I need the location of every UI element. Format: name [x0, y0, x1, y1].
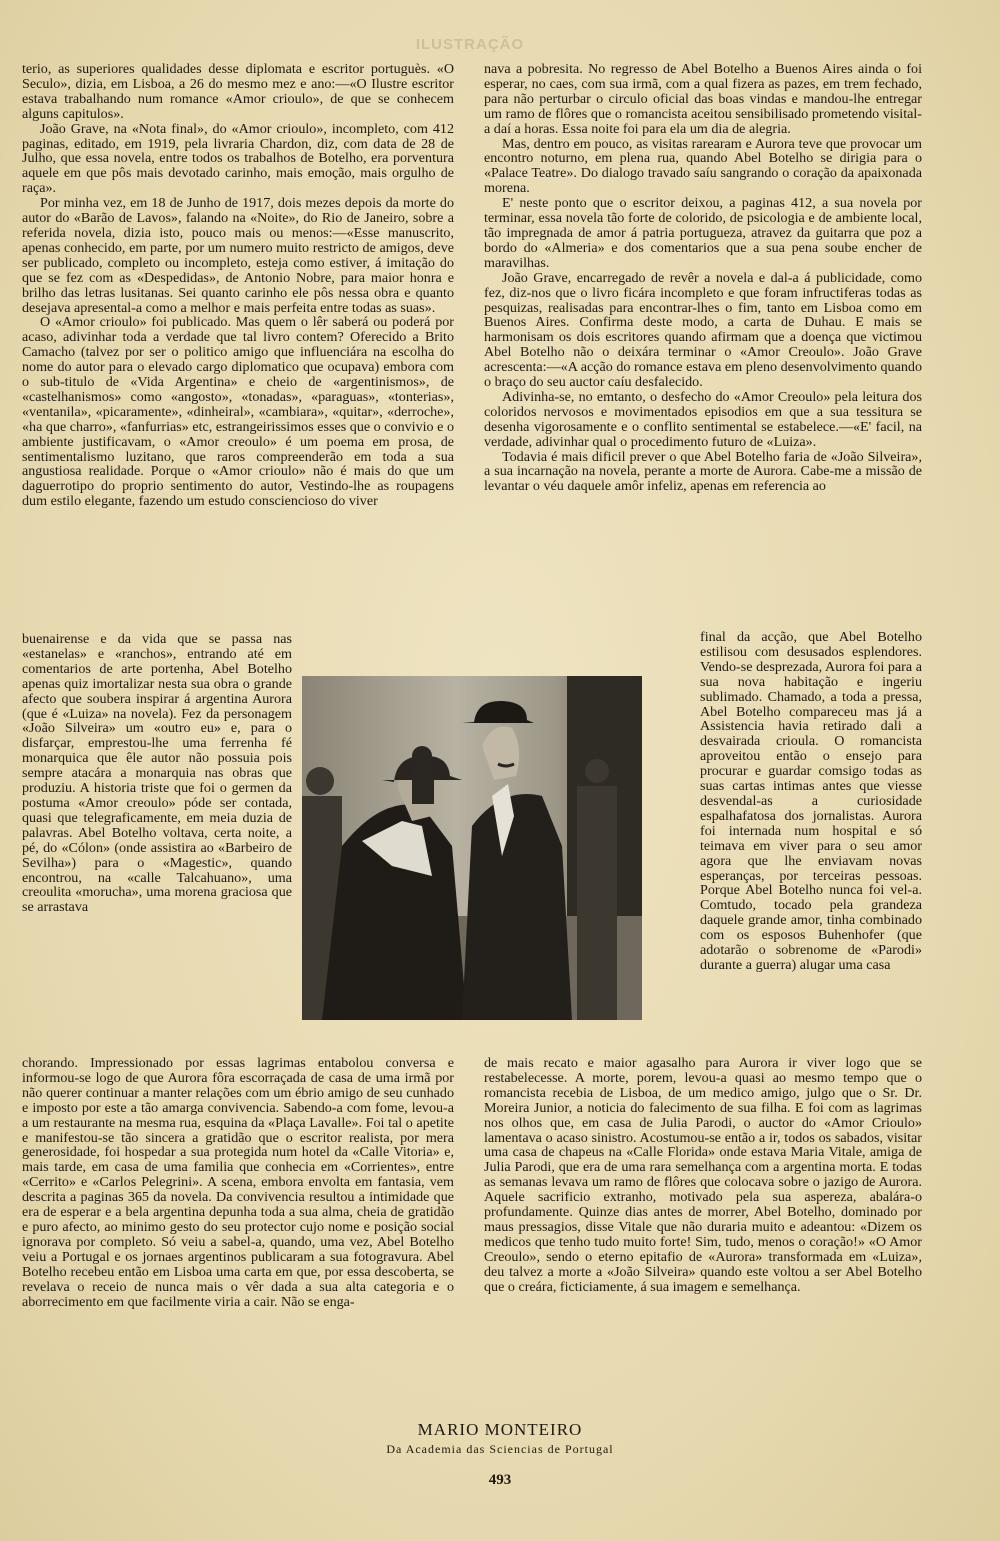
paragraph: João Grave, encarregado de revêr a novela e dal-a á publicidade, como fez, diz-nos que o livro ficára incompleto e que foram infructiferas todas as pesquizas, realisadas para encontrar-lhes o fim, tanto em Lisboa como em Buenos Aires. Confirma deste modo, a carta de Duhau. E mais se harmonisam os dois escritores quando afirmam que a doença que victimou Abel Botelho não o deixára terminar o «Amor Creoulo». João Grave acrescenta:—«A acção do romance estava em pleno desenvolvimento quando o braço do seu auctor caíu desfalecido. — [484, 269, 922, 391]
article-tail-left — [22, 1056, 454, 1309]
paragraph: terio, as superiores qualidades desse diplomata e escritor portuguès. «O Seculo», dizia, em Lisboa, a 26 do mesmo mez e ano:—«O Ilustre escritor estava trabalhando num romance «Amor crioulo», de que se conhecem alguns capitulos». — [22, 61, 454, 122]
paragraph: chorando. Impressionado por essas lagrimas entabolou conversa e informou-se logo de que Aurora fôra escorraçada de casa de uma irmã por não querer continuar a manter relações com um ébrio amigo de seu cunhado e imposto por este a tão amarga convivencia. Sabendo-a com fome, levou-a a um restaurante na mesma rua, esquina da «Plaça Lavalle». Foi tal o apetite e manifestou-se tão sincera a gratidão que o escritor realista, por mera generosidade, foi hospedar a sua protegida num hotel da «Calle Vitoria» e, mais tarde, em casa de uma familia que conhecia em «Corrientes», entre «Cerrito» e «Carlos Pelegrini». A scena, embora envolta em fantasia, vem descrita a paginas 365 da novela. Da convivencia resultou a intimidade que era de esperar e a bela argentina depunha toda a sua alma, cheia de gratidão e puro afecto, ao minimo gesto do seu protector cujo nome e posição social ignorava por completo. Só veiu a sabel-a, quando, uma vez, Abel Botelho veiu a Portugal e os jornaes argentinos publicaram a sua fotogravura. Abel Botelho recebeu então em Lisboa uma carta em que, por essa descoberta, se revelava o receio de nunca mais o vêr dada a sua alta categoria e o aborrecimento em que facilmente viria a cair. Não se enga- — [22, 1055, 454, 1310]
paragraph: Mas, dentro em pouco, as visitas rarearam e Aurora teve que provocar um encontro noturno, em plena rua, quando Abel Botelho se dirigia para o «Palace Teatre». Do dialogo travado saíu sangrando o coração da apaixonada morena. — [484, 135, 922, 197]
article-wrap-right — [700, 630, 922, 973]
paragraph: O «Amor crioulo» foi publicado. Mas quem o lêr saberá ou poderá por acaso, adivinhar toda a verdade que tal livro contem? Oferecido a Brito Camacho (talvez por ser o politico amigo que influenciára na escolha do nome do autor para o elevado cargo diplomatico que ocupava) embora com o sub-titulo de «Vida Argentina» e cheio de «argentinismos», de «castelhanismos» como «angosto», «tonadas», «paraguas», «tonterias», «ventanila», «picaramente», «dinheiral», «cambiara», «quitar», «derroche», «ha que charro», «fanfurrias» etc, estrangeirissimos esses que o convivio e o ambiente justificavam, o «Amor creoulo» é um poema em prosa, de sentimentalismo luzitano, que raros compreenderão em toda a sua angustiosa realidade. Porque o «Amor crioulo» não é mais do que um daguerrotipo do proprio sentimento do autor, Vestindo-lhe as roupagens dum estilo elegante, fazendo um estudo consciencioso do viver — [22, 314, 454, 510]
paragraph: E' neste ponto que o escritor deixou, a paginas 412, a sua novela por terminar, essa novela tão forte de colorido, de psicologia e de ambiente local, tão impregnada de amor á patria portugueza, atravez da guitarra que poz a bordo do «Almeria» e dos comentarios que a sua pena soube encher de maravilhas. — [484, 195, 922, 271]
paragraph: de mais recato e maior agasalho para Aurora ir viver logo que se restabelecesse. A morte, porem, levou-a quasi ao mesmo tempo que o romancista recebia de Lisboa, de um medico amigo, julgo que o Sr. Dr. Moreira Junior, a noticia do falecimento de sua filha. E foi com as lagrimas nos olhos que, em casa de Julia Parodi, o auctor do «Amor Crioulo» lamentava o acaso sinistro. Acostumou-se então a ir, todos os sabados, visitar uma casa de chapeus na «Calle Florida» onde estava Maria Vitale, amiga de Julia Parodi, que era de uma rara semelhança com a argentina morta. E todas as semanas levava um ramo de flôres que colocava sobre o jazigo de Aurora. Aquele sacrificio extranho, motivado pela sua aspereza, abalára-o profundamente. Quinze dias antes de morrer, Abel Botelho, dominado por maus pressagios, disse Vitale que não duraria muito e adeantou: «Dizem os medicos que tenho tudo muito forte! Sim, tudo, menos o coração!» «O Amor Creoulo», sendo o eterno epitafio de «Aurora» transformada em «Luiza», deu talvez a morte a «João Silveira» quando este voltou a ser Abel Botelho que o creára, ficticiamente, á sua imagem e semelhança. — [484, 1055, 922, 1295]
article-tail-right — [484, 1056, 922, 1295]
paragraph: nava a pobresita. No regresso de Abel Botelho a Buenos Aires ainda o foi esperar, no caes, com sua irmã, com a qual fizera as pazes, em trem fechado, para não perturbar o circulo oficial das boas vindas e mandou-lhe entregar um ramo de flôres que o romancista aceitou sensibilisado prometendo visital-a daí a horas. Essa noite foi para ela um dia de alegria. — [484, 61, 922, 137]
paragraph: Por minha vez, em 18 de Junho de 1917, dois mezes depois da morte do autor do «Barão de Lavos», falando na «Noite», do Rio de Janeiro, sobre a referida novela, dizia isto, pouco mais ou menos:—«Esse manuscrito, apenas conhecido, em parte, por um numero muito restricto de amigos, deve ser publicado, completo ou incompleto, esteja como estiver, á imitação do que se fez com as «Despedidas», de Antonio Nobre, para maior honra e brilho das letras lusitanas. Sei quanto carinho ele pôs nessa obra e quanto desejava apresental-a como a melhor e mais perfeita entre todas as suas». — [22, 195, 454, 316]
article-column-right — [484, 62, 922, 494]
author-name: MARIO MONTEIRO — [417, 1420, 583, 1439]
paragraph: Adivinha-se, no emtanto, o desfecho do «Amor Creoulo» pela leitura dos coloridos nervosos e movimentados episodios em que a sua tessitura se desenha vigorosamente e o conflito sentimental se estabelece.—«E' facil, na verdade, adivinhar qual o procedimento futuro de «Luiza». — [484, 388, 922, 450]
paragraph: João Grave, na «Nota final», do «Amor crioulo», incompleto, com 412 paginas, editado, em 1919, pela livraria Chardon, diz, com data de 28 de Julho, que essa novela, entre todos os trabalhos de Botelho, era porventura aquele em que pôs mais devotado carinho, mais emoção, mais orgulho de raça». — [22, 120, 454, 197]
paragraph: Todavia é mais dificil prever o que Abel Botelho faria de «João Silveira», a sua incarnação na novela, perante a morte de Aurora. Cabe-me a missão de levantar o véu daquele amôr infeliz, apenas em referencia ao — [484, 448, 922, 495]
article-column-left — [22, 62, 454, 509]
paragraph: final da acção, que Abel Botelho estilisou com desusados esplendores. Vendo-se desprezada, Aurora foi para a sua nova habitação e ingeriu sublimado. Chamado, a toda a pressa, Abel Botelho compareceu mas já a Assistencia havia retirado dali a desvairada crioula. O romancista aproveitou então o ensejo para procurar e guardar comsigo todas as suas cartas intimas antes que viesse desvendal-as a curiosidade espalhafatosa dos jornalistas. Aurora foi internada num hospital e só teimava em viver para o seu amor agora que lhe enviavam novas esperanças, por terceiras pessoas. Porque Abel Botelho nunca foi vel-a. Comtudo, tocado pela grandeza daquele grande amor, tinha combinado com os esposos Buhenhofer (que adotarão o sobrenome de «Parodi» durante a guerra) alugar uma casa — [700, 629, 922, 973]
masthead-bleedthrough: ILUSTRAÇÃO — [415, 36, 525, 53]
paragraph: buenairense e da vida que se passa nas «estanelas» e «ranchos», entrando até em comentarios de arte portenha, Abel Botelho apenas quiz imortalizar nesta sua obra o grande afecto que soubera inspirar á argentina Aurora (que é «Luiza» na novela). Fez da personagem «João Silveira» um «outro eu» e, para o disfarçar, emprestou-lhe uma ferrenha fé monarquica que êle autor não possuia pois sempre atacára a monarquia nas obras que produziu. A historia triste que foi o germen da postuma «Amor creoulo» póde ser contada, quasi que telegraficamente, em meia duzia de palavras. Abel Botelho voltava, certa noite, a pé, do «Cólon» (onde assistira ao «Barbeiro de Sevilha») para o «Magestic», quando encontrou, na «calle Talcahuano», uma creoulita «morucha», uma morena graciosa que se arrastava — [22, 631, 292, 916]
page-number: 493 — [488, 1472, 512, 1488]
author-affiliation: Da Academia das Sciencias de Portugal — [386, 1442, 614, 1456]
article-wrap-left — [22, 632, 292, 915]
photograph-two-men — [302, 676, 642, 1020]
